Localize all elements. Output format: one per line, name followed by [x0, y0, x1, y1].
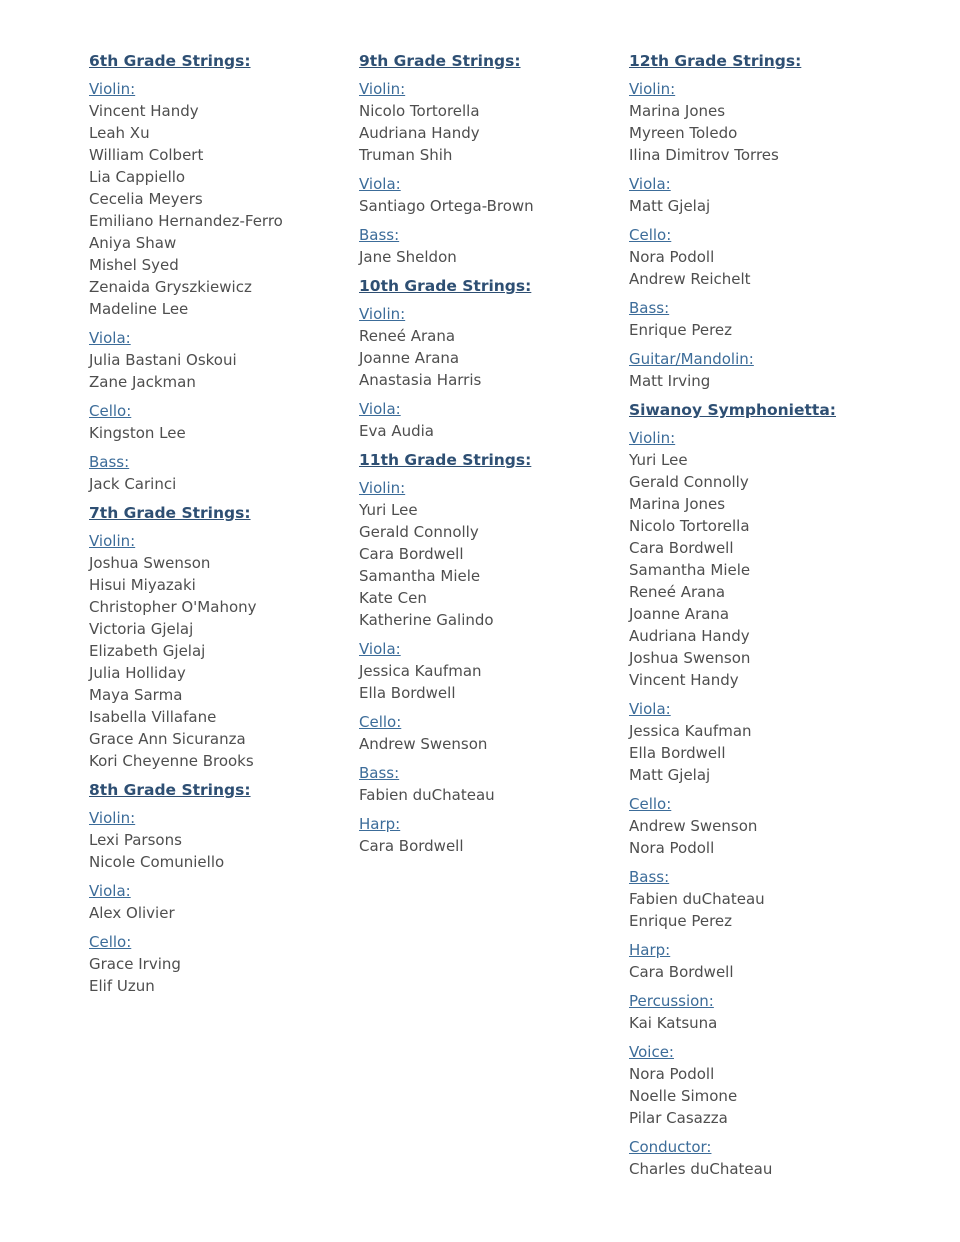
performer-name: Cecelia Meyers [89, 190, 203, 208]
instrument-label: Violin: [359, 305, 406, 323]
performer-name: Marina Jones [629, 495, 726, 513]
performer-name: Marina Jones [629, 102, 726, 120]
performer-name: Gerald Connolly [629, 473, 749, 491]
ensemble-group [629, 399, 836, 1180]
performer-name: Jessica Kaufman [629, 722, 752, 740]
ensemble-heading: 12th Grade Strings: [629, 52, 802, 70]
instrument-label: Cello: [629, 226, 672, 244]
performer-name: Emiliano Hernandez-Ferro [89, 212, 283, 230]
ensemble-heading: 7th Grade Strings: [89, 504, 251, 522]
performer-name: Noelle Simone [629, 1087, 738, 1105]
instrument-section [359, 173, 534, 217]
performer-name: Anastasia Harris [359, 371, 482, 389]
performer-name: Eva Audia [359, 422, 434, 440]
instrument-section [89, 78, 283, 320]
ensemble-group [359, 50, 534, 268]
instrument-label: Harp: [629, 941, 671, 959]
performer-name: Madeline Lee [89, 300, 189, 318]
performer-name: Cara Bordwell [359, 545, 464, 563]
instrument-label: Violin: [359, 80, 406, 98]
instrument-section [629, 173, 836, 217]
ensemble-heading: 8th Grade Strings: [89, 781, 251, 799]
instrument-section [359, 711, 534, 755]
instrument-label: Percussion: [629, 992, 714, 1010]
performer-name: Christopher O'Mahony [89, 598, 257, 616]
performer-name: Nicolo Tortorella [629, 517, 750, 535]
performer-name: Cara Bordwell [629, 539, 734, 557]
performer-name: Matt Gjelaj [629, 197, 711, 215]
instrument-section [359, 303, 534, 391]
performer-name: Kori Cheyenne Brooks [89, 752, 254, 770]
instrument-label: Viola: [89, 882, 131, 900]
performer-name: Lia Cappiello [89, 168, 186, 186]
instrument-section [89, 327, 283, 393]
performer-name: Kate Cen [359, 589, 427, 607]
performer-name: Samantha Miele [629, 561, 751, 579]
performer-name: Zane Jackman [89, 373, 196, 391]
instrument-section [89, 880, 283, 924]
performer-name: William Colbert [89, 146, 204, 164]
instrument-label: Bass: [359, 764, 400, 782]
performer-name: Vincent Handy [629, 671, 739, 689]
instrument-label: Viola: [359, 640, 401, 658]
performer-name: Ella Bordwell [359, 684, 456, 702]
instrument-section [89, 530, 283, 772]
performer-name: Myreen Toledo [629, 124, 738, 142]
performer-name: Jane Sheldon [359, 248, 457, 266]
performer-name: Matt Gjelaj [629, 766, 711, 784]
instrument-section [629, 348, 836, 392]
ensemble-heading: 9th Grade Strings: [359, 52, 521, 70]
performer-name: Katherine Galindo [359, 611, 494, 629]
performer-name: Jack Carinci [89, 475, 177, 493]
ensemble-group [89, 779, 283, 997]
performer-name: Isabella Villafane [89, 708, 217, 726]
instrument-label: Guitar/Mandolin: [629, 350, 754, 368]
performer-name: Grace Irving [89, 955, 181, 973]
ensemble-group [89, 50, 283, 495]
performer-name: Victoria Gjelaj [89, 620, 194, 638]
instrument-section [89, 807, 283, 873]
performer-name: Joanne Arana [359, 349, 460, 367]
instrument-section [359, 224, 534, 268]
instrument-label: Viola: [359, 400, 401, 418]
roster-column-3 [629, 50, 836, 1187]
instrument-section [629, 1136, 836, 1180]
ensemble-heading: 10th Grade Strings: [359, 277, 532, 295]
performer-name: Yuri Lee [359, 501, 418, 519]
roster-column-2 [359, 50, 534, 864]
instrument-label: Violin: [89, 532, 136, 550]
performer-name: Jessica Kaufman [359, 662, 482, 680]
performer-name: Nicolo Tortorella [359, 102, 480, 120]
performer-name: Grace Ann Sicuranza [89, 730, 246, 748]
performer-name: Audriana Handy [359, 124, 480, 142]
performer-name: Nicole Comuniello [89, 853, 225, 871]
instrument-section [629, 78, 836, 166]
performer-name: Reneé Arana [359, 327, 456, 345]
ensemble-heading: 11th Grade Strings: [359, 451, 532, 469]
instrument-label: Cello: [89, 402, 132, 420]
performer-name: Enrique Perez [629, 321, 733, 339]
instrument-section [89, 400, 283, 444]
performer-name: Lexi Parsons [89, 831, 182, 849]
performer-name: Cara Bordwell [629, 963, 734, 981]
performer-name: Enrique Perez [629, 912, 733, 930]
instrument-section [359, 398, 534, 442]
performer-name: Julia Bastani Oskoui [89, 351, 237, 369]
ensemble-group [359, 275, 534, 442]
instrument-section [359, 813, 534, 857]
performer-name: Nora Podoll [629, 839, 715, 857]
instrument-label: Conductor: [629, 1138, 712, 1156]
instrument-section [629, 990, 836, 1034]
performer-name: Joanne Arana [629, 605, 730, 623]
instrument-label: Cello: [359, 713, 402, 731]
instrument-label: Violin: [359, 479, 406, 497]
performer-name: Truman Shih [359, 146, 453, 164]
performer-name: Mishel Syed [89, 256, 179, 274]
instrument-label: Bass: [89, 453, 130, 471]
instrument-label: Bass: [359, 226, 400, 244]
instrument-section [629, 939, 836, 983]
instrument-section [629, 427, 836, 691]
ensemble-heading: 6th Grade Strings: [89, 52, 251, 70]
instrument-label: Viola: [629, 700, 671, 718]
instrument-section [359, 762, 534, 806]
instrument-label: Viola: [89, 329, 131, 347]
instrument-section [629, 297, 836, 341]
ensemble-group [359, 449, 534, 857]
performer-name: Fabien duChateau [629, 890, 765, 908]
performer-name: Matt Irving [629, 372, 711, 390]
instrument-section [629, 793, 836, 859]
performer-name: Joshua Swenson [629, 649, 751, 667]
instrument-label: Cello: [629, 795, 672, 813]
instrument-section [359, 477, 534, 631]
performer-name: Charles duChateau [629, 1160, 773, 1178]
performer-name: Joshua Swenson [89, 554, 211, 572]
instrument-label: Violin: [629, 429, 676, 447]
performer-name: Maya Sarma [89, 686, 183, 704]
performer-name: Ella Bordwell [629, 744, 726, 762]
performer-name: Audriana Handy [629, 627, 750, 645]
performer-name: Samantha Miele [359, 567, 481, 585]
performer-name: Nora Podoll [629, 248, 715, 266]
instrument-label: Cello: [89, 933, 132, 951]
performer-name: Elif Uzun [89, 977, 155, 995]
instrument-label: Harp: [359, 815, 401, 833]
instrument-label: Violin: [89, 809, 136, 827]
ensemble-heading: Siwanoy Symphonietta: [629, 401, 836, 419]
instrument-label: Violin: [629, 80, 676, 98]
performer-name: Pilar Casazza [629, 1109, 728, 1127]
performer-name: Andrew Swenson [359, 735, 488, 753]
performer-name: Kingston Lee [89, 424, 186, 442]
performer-name: Ilina Dimitrov Torres [629, 146, 779, 164]
instrument-section [629, 866, 836, 932]
performer-name: Elizabeth Gjelaj [89, 642, 206, 660]
performer-name: Zenaida Gryszkiewicz [89, 278, 252, 296]
performer-name: Kai Katsuna [629, 1014, 718, 1032]
instrument-section [89, 451, 283, 495]
instrument-section [359, 638, 534, 704]
performer-name: Gerald Connolly [359, 523, 479, 541]
instrument-label: Viola: [629, 175, 671, 193]
performer-name: Andrew Swenson [629, 817, 758, 835]
performer-name: Fabien duChateau [359, 786, 495, 804]
instrument-section [629, 1041, 836, 1129]
instrument-section [629, 224, 836, 290]
instrument-section [629, 698, 836, 786]
instrument-label: Voice: [629, 1043, 674, 1061]
instrument-label: Viola: [359, 175, 401, 193]
instrument-section [359, 78, 534, 166]
performer-name: Aniya Shaw [89, 234, 177, 252]
performer-name: Cara Bordwell [359, 837, 464, 855]
performer-name: Leah Xu [89, 124, 150, 142]
performer-name: Julia Holliday [89, 664, 186, 682]
roster-column-1 [89, 50, 283, 1004]
instrument-label: Violin: [89, 80, 136, 98]
performer-name: Yuri Lee [629, 451, 688, 469]
ensemble-group [89, 502, 283, 772]
instrument-label: Bass: [629, 868, 670, 886]
performer-name: Reneé Arana [629, 583, 726, 601]
instrument-section [89, 931, 283, 997]
instrument-label: Bass: [629, 299, 670, 317]
performer-name: Hisui Miyazaki [89, 576, 196, 594]
performer-name: Santiago Ortega-Brown [359, 197, 534, 215]
performer-name: Alex Olivier [89, 904, 175, 922]
performer-name: Vincent Handy [89, 102, 199, 120]
performer-name: Nora Podoll [629, 1065, 715, 1083]
performer-name: Andrew Reichelt [629, 270, 751, 288]
ensemble-group [629, 50, 836, 392]
